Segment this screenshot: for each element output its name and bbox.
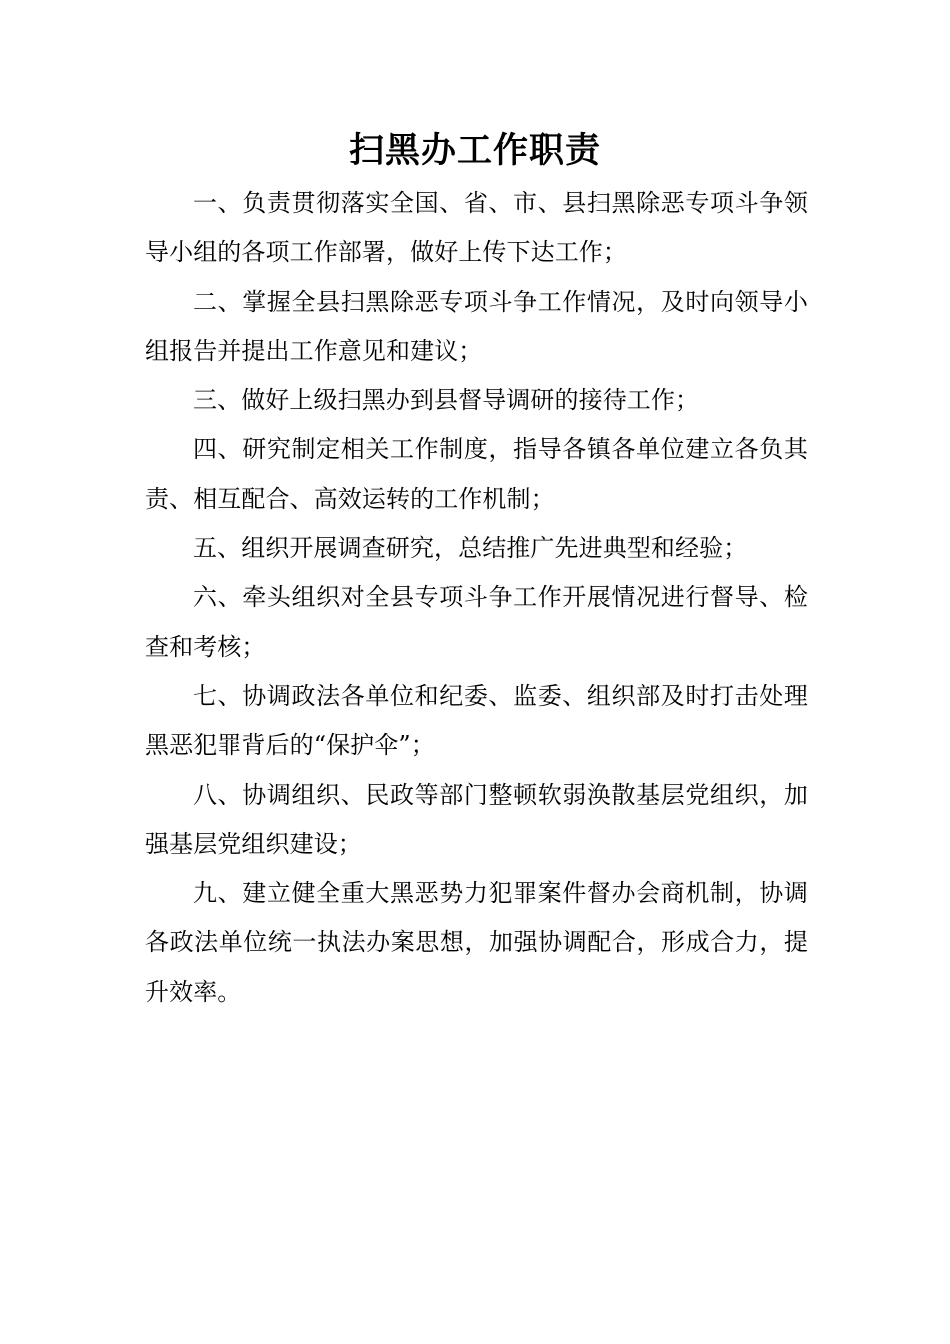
- duty-list: [145, 179, 808, 1017]
- duty-item-9: 九、建立健全重大黑恶势力犯罪案件督办会商机制，协调各政法单位统一执法办案思想，加强协调配合，形成合力，提升效率。: [145, 879, 808, 1006]
- duty-item-6: 六、牵头组织对全县专项斗争工作开展情况进行督导、检查和考核；: [145, 583, 808, 661]
- document-title: 扫黑办工作职责: [348, 130, 601, 171]
- duty-item-3: 三、做好上级扫黑办到县督导调研的接待工作；: [193, 386, 700, 415]
- duty-item-8: 八、协调组织、民政等部门整顿软弱涣散基层党组织，加强基层党组织建设；: [145, 780, 808, 858]
- duty-item-4: 四、研究制定相关工作制度，指导各镇各单位建立各负其责、相互配合、高效运转的工作机制；: [145, 435, 808, 513]
- duty-item-5: 五、组织开展调查研究，总结推广先进典型和经验；: [193, 534, 748, 563]
- duty-item-1: 一、负责贯彻落实全国、省、市、县扫黑除恶专项斗争领导小组的各项工作部署，做好上传下达工作；: [145, 189, 808, 267]
- duty-item-7: 七、协调政法各单位和纪委、监委、组织部及时打击处理黑恶犯罪背后的“保护伞”；: [145, 681, 808, 760]
- duty-item-2: 二、掌握全县扫黑除恶专项斗争工作情况，及时向领导小组报告并提出工作意见和建议；: [145, 287, 808, 365]
